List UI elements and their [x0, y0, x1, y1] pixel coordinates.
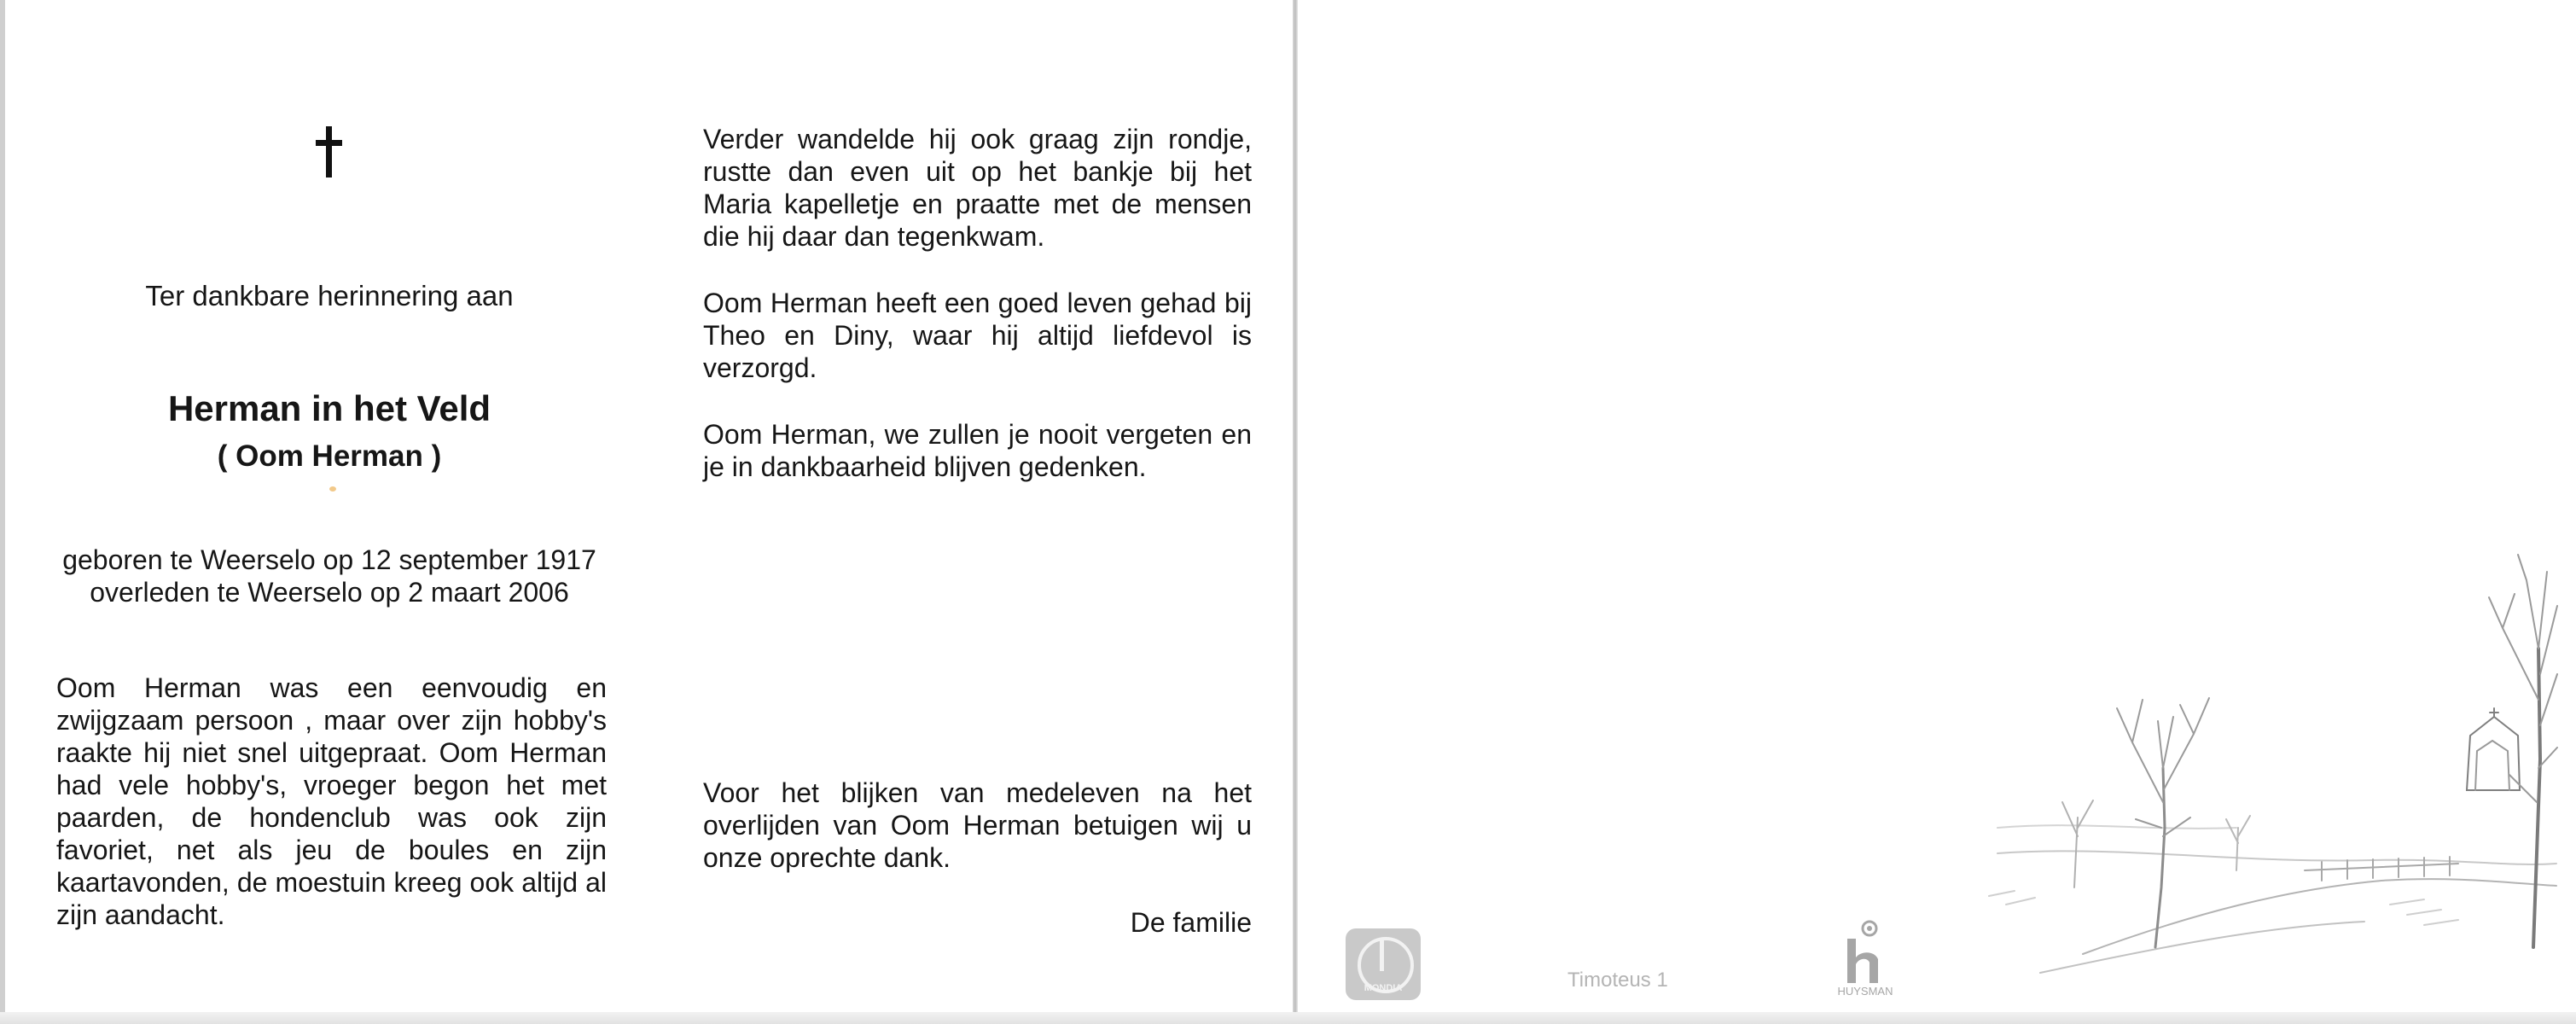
life-dates: [39, 544, 619, 608]
biography-paragraph: Oom Herman was een eenvoudig en zwijgzaam persoon , maar over zijn hobby's raakte hij niet snel uitgepraat. Oom Herman had vele hobby's, vroeger begon het met paarden, de hondenclub was ook zijn favoriet, net als jeu de boules en zijn kaartavonden, de moestuin kreeg ook altijd al zijn aandacht.: [56, 672, 607, 930]
logo-right-text: HUYSMAN: [1837, 985, 1893, 998]
remembrance-paragraph: [703, 418, 1252, 483]
death-line: overleden te Weerselo op 2 maart 2006: [90, 577, 569, 608]
chapel-landscape-sketch: [1980, 546, 2561, 990]
memorial-intro: Ter dankbare herinnering aan: [145, 280, 514, 311]
deceased-name: Herman in het Veld: [167, 388, 491, 428]
thanks-text: Voor het blijken van medeleven na het overlijden van Oom Herman betuigen wij u onze oprechte dank.: [703, 777, 1252, 873]
cross-icon: [312, 126, 346, 177]
deceased-nickname: ( Oom Herman ): [217, 439, 442, 473]
walk-text: Verder wandelde hij ook graag zijn rondje, rustte dan even uit op het bankje bij het Maria kapelletje en praatte met de mensen die hij daar dan tegenkwam.: [703, 124, 1252, 252]
publisher-logo-left: [1346, 928, 1421, 1000]
huysman-h-icon: [1835, 920, 1895, 988]
family-signature: De familie: [1130, 907, 1252, 938]
birth-line: geboren te Weerselo op 12 september 1917: [62, 544, 596, 575]
thanks-paragraph: [703, 777, 1252, 874]
paper-speck: [329, 486, 336, 492]
remembrance-text: Oom Herman, we zullen je nooit vergeten en je in dankbaarheid blijven gedenken.: [703, 419, 1252, 482]
logo-left-text: MONDIA: [1364, 983, 1403, 993]
care-paragraph: [703, 287, 1252, 384]
card-bottom-edge: [0, 1012, 2576, 1024]
biography-text: [56, 672, 607, 931]
walk-paragraph: [703, 123, 1252, 253]
printer-logo-right: [1835, 920, 1904, 1005]
care-text: Oom Herman heeft een goed leven gehad bij Theo en Diny, waar hij altijd liefdevol is verzorgd.: [703, 288, 1252, 383]
card-back-panel: [1298, 0, 2576, 1024]
card-model-label: Timoteus 1: [1567, 969, 1668, 992]
